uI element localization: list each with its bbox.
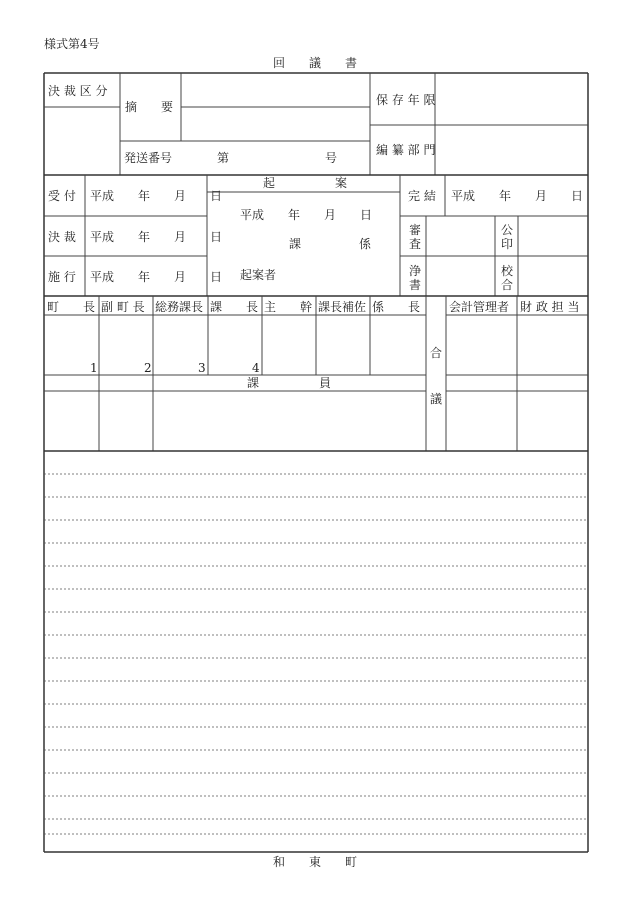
uketsuke-label: 受 付: [48, 189, 76, 203]
josho-label: 浄 書: [409, 264, 422, 292]
approval-header-fukuchocho: 副 町 長: [101, 300, 145, 314]
document-title: 回 議 書: [272, 56, 357, 70]
kian-ka: 課: [289, 237, 302, 251]
uketsuke-date: 平成 年 月 日: [90, 189, 223, 203]
approval-header-shukan: 主 幹: [264, 300, 313, 314]
approval-header-kakaricho: 係 長: [372, 300, 421, 314]
go-label: 号: [325, 151, 338, 165]
approval-header-chocho: 町 長: [47, 300, 96, 314]
approval-header-somukacho: 総務課長: [155, 300, 204, 314]
stamp-number-3: 3: [198, 361, 206, 375]
form-number: 様式第4号: [44, 37, 100, 51]
kanketsu-label: 完 結: [408, 189, 436, 203]
gogi-label-bottom: 議: [430, 392, 443, 406]
kain-label: 課 員: [246, 376, 331, 390]
kiansha-label: 起案者: [240, 268, 277, 282]
kanketsu-date: 平成 年 月 日: [451, 189, 584, 203]
dai-label: 第: [217, 151, 230, 165]
kessai-label: 決 裁: [48, 230, 76, 244]
kian-label: 起 案: [262, 176, 347, 190]
tekiyo-label: 摘 要: [125, 100, 174, 114]
koin-label: 公 印: [501, 223, 514, 251]
stamp-number-4: 4: [252, 361, 260, 375]
approval-header-kachohosa: 課長補佐: [318, 300, 367, 314]
kian-date: 平成 年 月 日: [240, 208, 373, 222]
shiko-label: 施 行: [48, 270, 76, 284]
footer-town: 和 東 町: [272, 855, 357, 869]
shinsa-label: 審 査: [409, 223, 422, 251]
kessai-date: 平成 年 月 日: [90, 230, 223, 244]
approval-header-kacho: 課 長: [210, 300, 259, 314]
hensan-bumon-label: 編 纂 部 門: [376, 143, 436, 157]
stamp-number-2: 2: [144, 361, 152, 375]
gogi-label-top: 合: [430, 346, 443, 360]
hoson-nengen-label: 保 存 年 限: [376, 93, 436, 107]
approval-header-zaisei: 財 政 担 当: [520, 300, 580, 314]
stamp-number-1: 1: [90, 361, 98, 375]
kian-kakari: 係: [359, 237, 372, 251]
shiko-date: 平成 年 月 日: [90, 270, 223, 284]
kogo-label: 校 合: [501, 264, 514, 292]
approval-header-kaikei: 会計管理者: [449, 300, 510, 314]
hasso-bango-label: 発送番号: [124, 151, 173, 165]
kessai-kubun-label: 決 裁 区 分: [48, 84, 108, 98]
